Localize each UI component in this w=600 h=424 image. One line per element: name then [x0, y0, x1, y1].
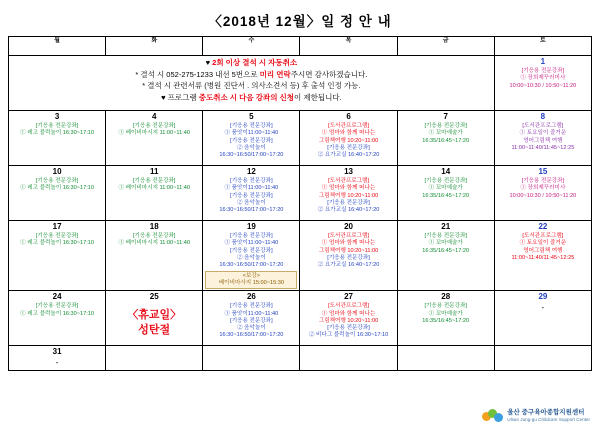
event-line: 11:00~11:40/11:45~12:25 [511, 254, 575, 261]
notice-line-4-suffix: 이 제한됩니다. [294, 92, 342, 102]
first-week-row [9, 56, 592, 111]
notice-line-2-suffix: 주시면 감사하겠습니다. [290, 69, 368, 79]
event-line: [도서관프로그램] [328, 123, 370, 129]
day-cell-18[interactable] [106, 221, 203, 291]
weekday-wed: 수 [203, 37, 300, 56]
day-number: 25 [149, 292, 159, 302]
makeup-class-line: <보강> [242, 273, 261, 280]
week-row [9, 166, 592, 221]
makeup-class-line: 베이비마사지 15:00~15:30 [218, 280, 285, 287]
day-number: 3 [54, 112, 60, 121]
empty-marker: - [55, 358, 59, 368]
event-line: ① 베이비마시지 11:00~11:40 [118, 185, 191, 192]
event-line: 그림책여행 10:20~11:00 [318, 137, 379, 144]
event-line: ① 베이비마시지 11:00~11:40 [118, 130, 191, 137]
event-line: [기응용 전문강좌] [132, 178, 176, 184]
day-cell-14[interactable] [397, 166, 494, 221]
event-line: [도서관프로그램] [328, 178, 370, 184]
day-cell-11[interactable] [106, 166, 203, 221]
day-cell-21[interactable] [397, 221, 494, 291]
event-line: [기응용 전문강좌] [521, 178, 565, 184]
event-line: 16:30~16:50/17:00~17:20 [219, 207, 284, 214]
event-line: [기응용 전문강좌] [230, 317, 273, 324]
event-line: [기응용 전문강좌] [230, 178, 273, 184]
event-line: [기응용 전문강좌] [424, 303, 467, 310]
day-number: 8 [540, 112, 546, 121]
notice-line-2-prefix: * 결석 시 052-275-1233 내선 5번으로 [135, 69, 260, 79]
event-line: [기응용 전문강좌] [230, 303, 273, 310]
event-line: [기응용 전문강좌] [327, 325, 370, 332]
day-cell-29[interactable] [494, 291, 591, 346]
day-cell-4[interactable] [106, 111, 203, 166]
event-line: ② 요가교실 16:40~17:20 [317, 262, 380, 269]
event-line: [기응용 전문강좌] [35, 233, 79, 239]
footer-logo [482, 409, 590, 423]
day-cell-28[interactable] [397, 291, 494, 346]
event-line: [도서관프로그램] [328, 233, 370, 239]
event-line: ① 엄마와 함께 떠나는 [321, 185, 376, 192]
footer-org-name [507, 409, 590, 422]
day-number: 26 [246, 292, 256, 302]
day-cell-1[interactable] [494, 56, 591, 111]
weekday-mon: 월 [9, 37, 106, 56]
event-line: [도서관프로그램] [328, 303, 370, 310]
event-line: ② 음악놀이 [237, 254, 266, 261]
event-line: 16:35/16:45~17:20 [422, 137, 470, 144]
event-line: ① 꼬마예술가 [428, 130, 463, 137]
event-line: [기응용 전문강좌] [424, 233, 467, 239]
notice-line-4 [11, 92, 492, 104]
event-line: [기응용 전문강좌] [230, 192, 273, 199]
notice-line-4-prefix: ♥ 프로그램 [161, 92, 199, 102]
holiday-line: 성탄절 [138, 324, 171, 337]
day-number: 14 [441, 167, 451, 176]
day-number: 17 [52, 222, 62, 231]
event-line: ② 요가교실 16:40~17:20 [317, 207, 380, 214]
event-line: 16:30~16:50/17:00~17:20 [219, 262, 284, 269]
day-number: 20 [344, 222, 353, 231]
week-row [9, 346, 592, 371]
day-cell-6[interactable] [300, 111, 397, 166]
notice-line-1-prefix: ♥ [205, 58, 213, 67]
day-number: 7 [443, 112, 448, 121]
event-line: ① 엄마와 함께 떠나는 [321, 310, 376, 317]
event-line: ② 비다그 블럭놀이 16:30~17:10 [308, 332, 389, 339]
event-line: [기응용 전문강좌] [327, 254, 370, 261]
week-row [9, 111, 592, 166]
day-number: 22 [538, 222, 548, 231]
week-row [9, 221, 592, 291]
center-logo-icon [482, 409, 504, 423]
event-line: ② 요가교실 16:40~17:20 [317, 152, 380, 159]
page-title: 〈2018년 12월〉일 정 안 내 [208, 14, 392, 29]
event-line: 영어그림책 여행 [523, 247, 563, 254]
event-title: [기응용 전문강좌] [521, 68, 565, 74]
notice-line-2 [11, 69, 492, 81]
event-line: [기응용 전문강좌] [230, 137, 273, 144]
day-number: 6 [346, 112, 351, 121]
event-line: ① 장희제꾸러미사 [520, 75, 566, 82]
day-cell-empty[interactable] [397, 346, 494, 371]
event-line: [기응용 전문강좌] [230, 123, 273, 129]
event-line: [기응용 전문강좌] [424, 178, 467, 184]
makeup-class-box [205, 271, 297, 289]
event-line: ① 품앗이11:00~11:40 [224, 240, 279, 247]
day-cell-empty[interactable] [203, 346, 300, 371]
event-line: 10:00~10:30 / 10:50~11:20 [509, 192, 577, 199]
event-line: ① 레고 블럭놀이 16:30~17:10 [20, 310, 95, 317]
day-cell-12[interactable] [203, 166, 300, 221]
day-cell-3[interactable] [9, 111, 106, 166]
day-cell-25[interactable] [106, 291, 203, 346]
day-cell-19[interactable] [203, 221, 300, 291]
day-number: 5 [249, 112, 254, 121]
day-number: 1 [540, 57, 546, 66]
day-cell-22[interactable] [494, 221, 591, 291]
day-number: 13 [344, 167, 353, 176]
day-cell-24[interactable] [9, 291, 106, 346]
day-number: 19 [246, 222, 256, 231]
empty-marker: - [541, 303, 545, 313]
event-line: [도서관프로그램] [522, 233, 564, 239]
event-line: [기응용 전문강좌] [230, 233, 273, 239]
footer-org-label: 울산 중구육아종합지원센터 [507, 409, 585, 417]
day-cell-empty[interactable] [494, 346, 591, 371]
day-cell-7[interactable] [397, 111, 494, 166]
weekday-thu: 목 [300, 37, 397, 56]
event-line: ① 엄마와 함께 떠나는 [321, 240, 376, 247]
event-line: [기응용 전문강좌] [35, 303, 79, 310]
notice-line-2-highlight: 미리 연락 [259, 69, 291, 79]
notice-line-4-highlight: 중도취소 시 다음 강좌의 신청 [198, 92, 295, 102]
notice-line-1 [11, 57, 492, 69]
event-line: [기응용 전문강좌] [327, 199, 370, 206]
event-line: [기응용 전문강좌] [132, 123, 176, 129]
calendar-table [8, 36, 592, 371]
holiday-line: 〈휴교일〉 [127, 309, 182, 322]
event-line: 16:35/16:45~17:20 [422, 247, 470, 254]
day-cell-8[interactable] [494, 111, 591, 166]
holiday-label [108, 308, 200, 338]
event-line: ① 장희제꾸러미사 [520, 185, 566, 192]
day-cell-31[interactable] [9, 346, 106, 371]
event-line: [기응용 전문강좌] [327, 144, 370, 151]
event-line: 11:00~11:40/11:45~12:25 [511, 144, 575, 151]
week-row [9, 291, 592, 346]
day-cell-27[interactable] [300, 291, 397, 346]
day-number: 12 [246, 167, 256, 176]
event-line: 16:30~16:50/17:00~17:20 [219, 332, 284, 339]
event-line: ② 음악놀이 [237, 144, 266, 151]
day-number: 31 [52, 347, 62, 357]
event-line: [기응용 전문강좌] [132, 233, 176, 239]
weekday-sat: 토 [494, 37, 591, 56]
event-line: ① 레고 블럭놀이 16:30~17:10 [20, 130, 95, 137]
event-line: [기응용 전문강좌] [35, 178, 79, 184]
day-cell-10[interactable] [9, 166, 106, 221]
notice-line-3: * 결석 시 관련서류 (병원 진단서 . 의사소견서 등) 후 출석 인정 가능. [142, 81, 361, 91]
event-line: 16:35/16:45~17:20 [422, 192, 470, 199]
event-line: ② 음악놀이 [237, 199, 266, 206]
event-line: 그림책여행 10:20~11:00 [318, 247, 379, 254]
event-line: ① 레고 블럭놀이 16:30~17:10 [20, 185, 95, 192]
day-cell-20[interactable] [300, 221, 397, 291]
day-cell-17[interactable] [9, 221, 106, 291]
event-line: ① 꼬마예술가 [428, 240, 463, 247]
event-line: ① 엄마와 함께 떠나는 [321, 130, 376, 137]
event-line: ① 토요일이 즐거운 [519, 240, 567, 247]
day-cell-empty[interactable] [300, 346, 397, 371]
day-number: 29 [538, 292, 548, 302]
day-number: 21 [441, 222, 451, 231]
day-number: 24 [52, 292, 62, 302]
day-cell-13[interactable] [300, 166, 397, 221]
event-line: 16:35/16:45~17:20 [422, 317, 470, 324]
notice-line-1-highlight: 2회 이상 결석 시 자동취소 [212, 58, 298, 67]
event-line: 그림책여행 10:20~11:00 [318, 192, 379, 199]
day-cell-26[interactable] [203, 291, 300, 346]
day-number: 27 [344, 292, 353, 302]
day-number: 11 [150, 167, 159, 176]
event-line: [기응용 전문강좌] [35, 123, 79, 129]
event-line: [기응용 전문강좌] [230, 247, 273, 254]
event-line: 그림책여행 10:20~11:00 [318, 317, 379, 324]
event-line: ① 품앗이11:00~11:40 [224, 185, 279, 192]
event-line: ① 품앗이11:00~11:40 [224, 130, 279, 137]
event-line: ① 품앗이11:00~11:40 [224, 310, 279, 317]
event-line: ② 음악놀이 [237, 325, 266, 332]
day-number: 28 [441, 292, 451, 302]
weekday-fri: 금 [397, 37, 494, 56]
day-cell-15[interactable] [494, 166, 591, 221]
event-line: 16:30~16:50/17:00~17:20 [219, 152, 284, 159]
day-number: 15 [538, 167, 548, 176]
event-line: ① 베이비마시지 11:00~11:40 [118, 240, 191, 247]
event-line: ① 꼬마예술가 [428, 185, 463, 192]
notice-block [9, 56, 495, 111]
event-line: [도서관프로그램] [522, 123, 564, 129]
day-number: 10 [52, 167, 62, 176]
event-line: ① 토요일이 즐거운 [519, 130, 567, 137]
event-line: ① 레고 블럭놀이 16:30~17:10 [20, 240, 95, 247]
event-line: 영어그림책 여행 [523, 137, 563, 144]
event-line: 10:00~10:30 / 10:50~11:20 [509, 82, 577, 89]
event-line: ① 꼬마예술가 [428, 310, 463, 317]
day-number: 18 [149, 222, 159, 231]
weekday-header-row [9, 37, 592, 56]
weekday-tue: 화 [106, 37, 203, 56]
day-cell-empty[interactable] [106, 346, 203, 371]
event-line: [기응용 전문강좌] [424, 123, 467, 129]
footer-org-sub: Ulsan Jung-gu Childcare Support Center [507, 417, 590, 423]
day-number: 4 [152, 112, 157, 121]
day-cell-5[interactable] [203, 111, 300, 166]
